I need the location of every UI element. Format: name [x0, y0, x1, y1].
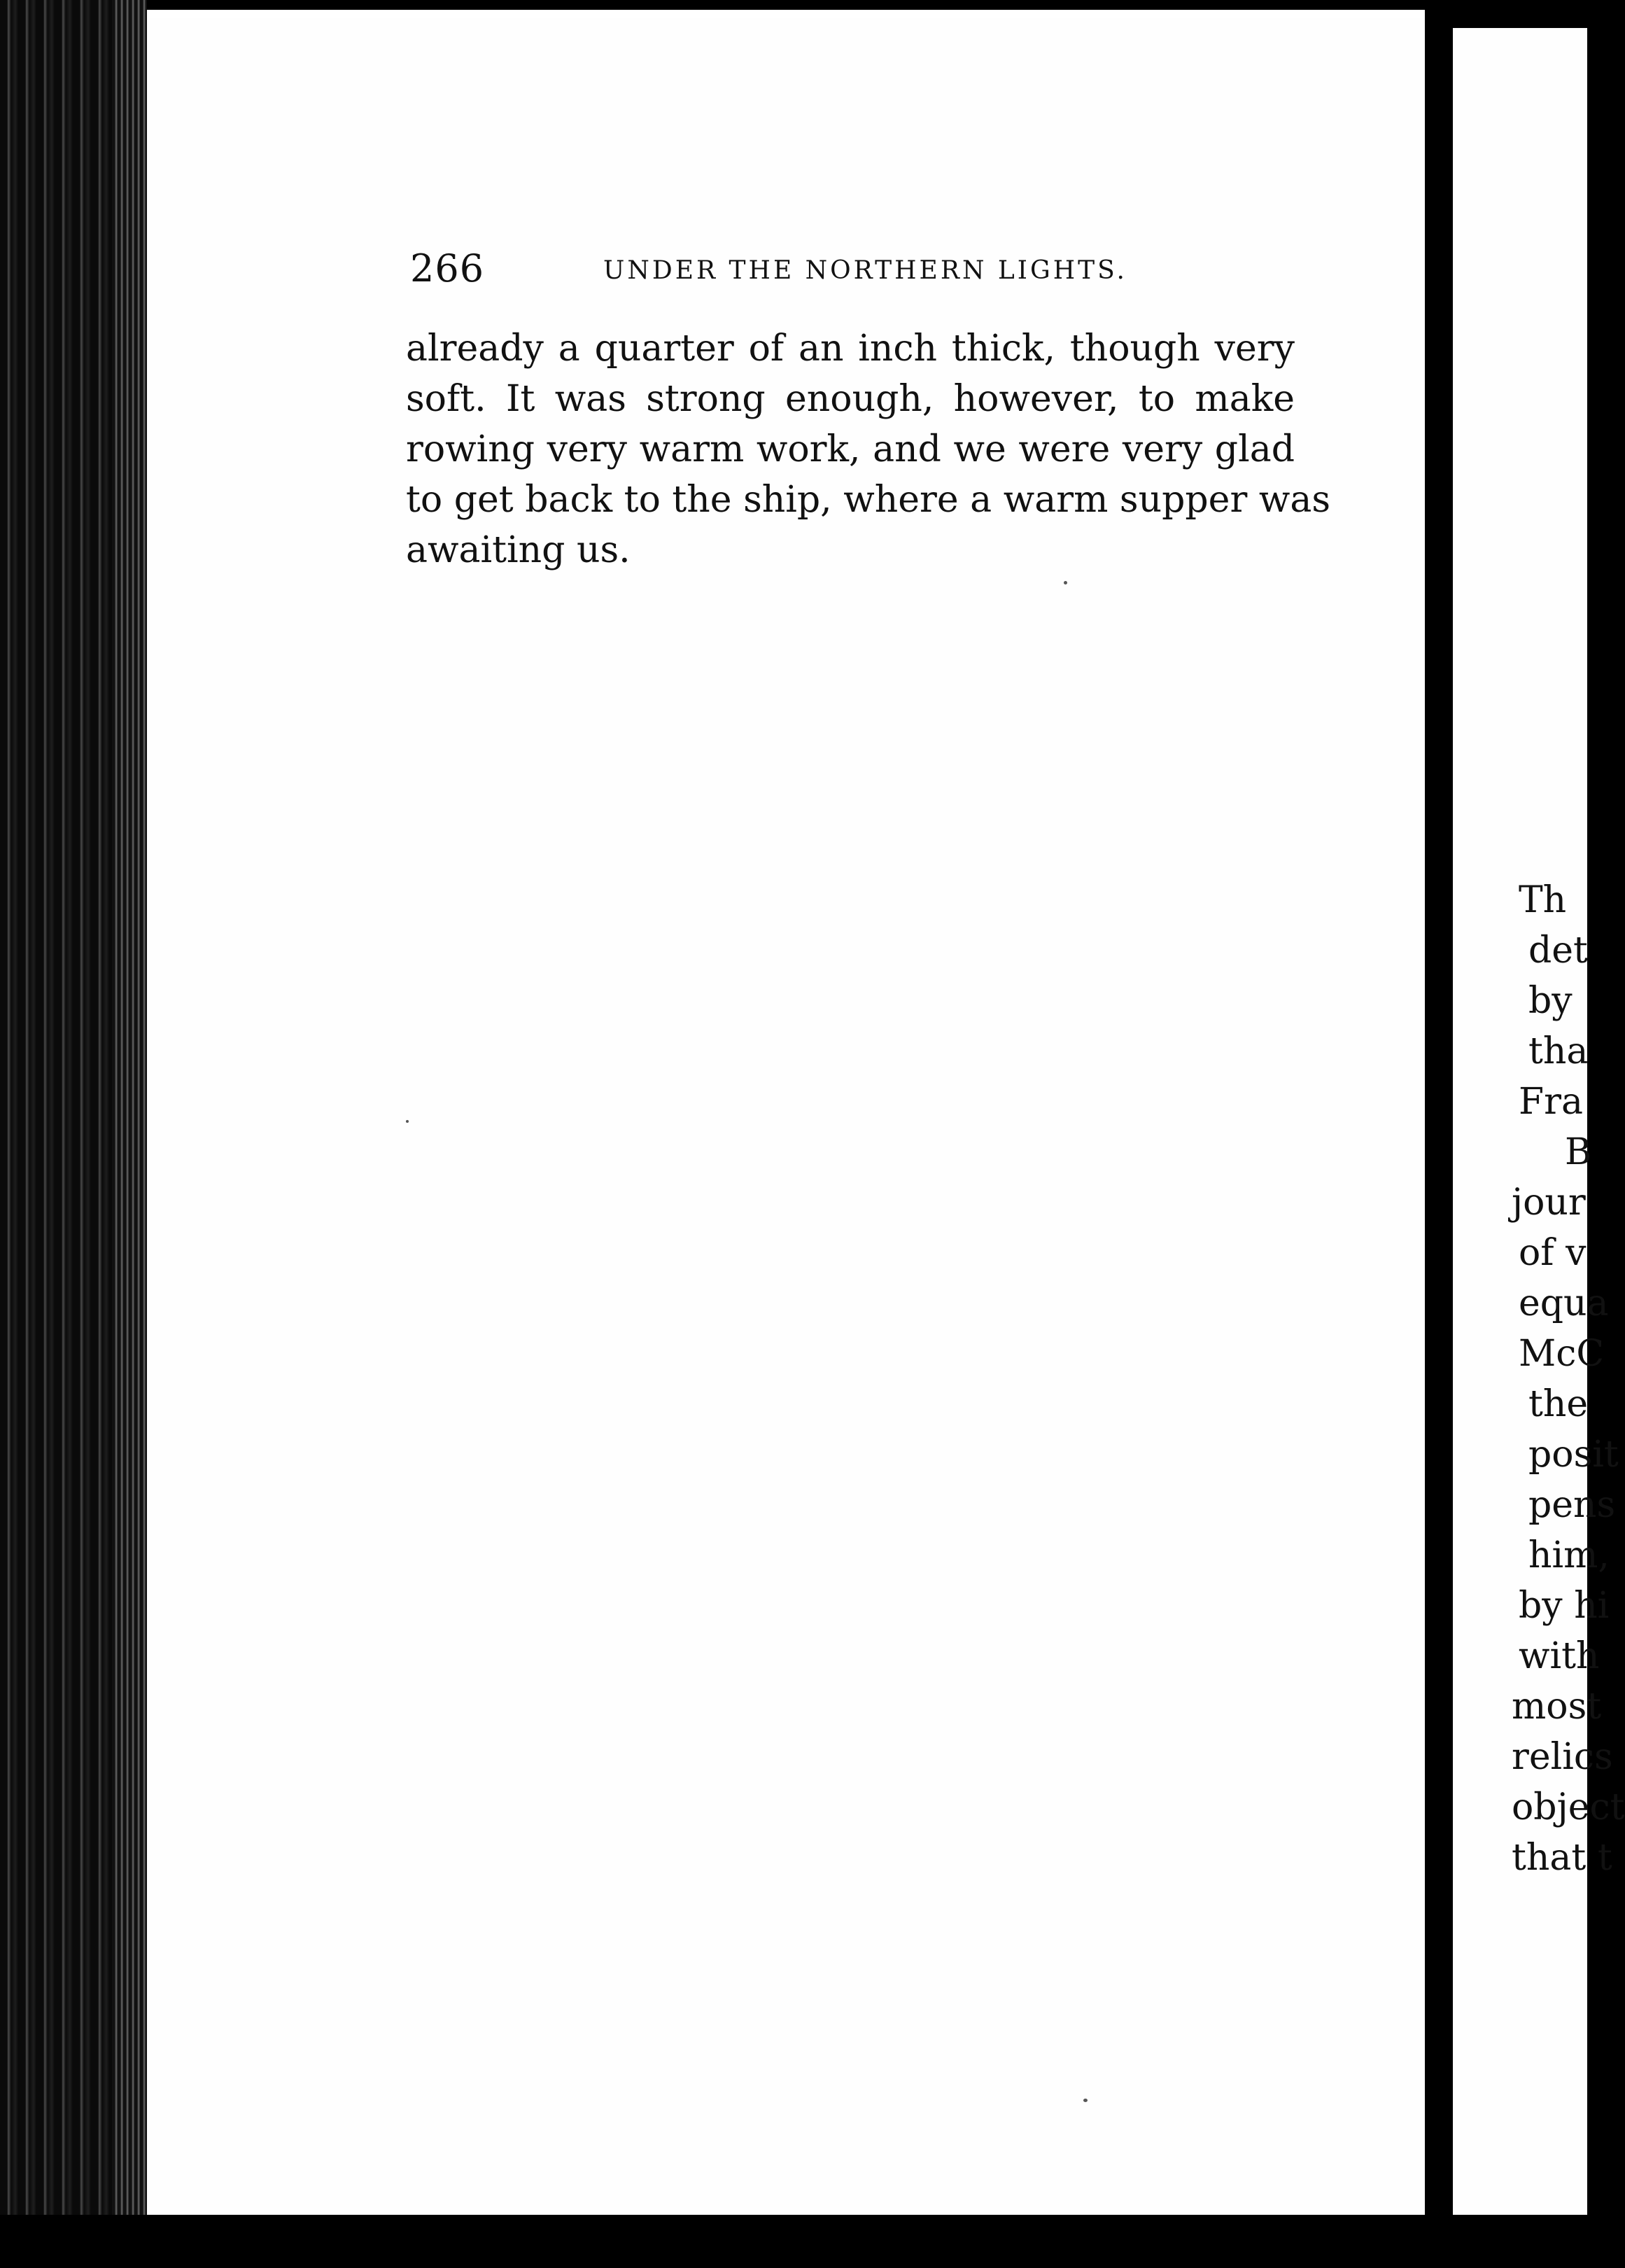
- running-head: [410, 246, 1306, 295]
- scan-speck: [406, 1120, 409, 1123]
- text-line: Th: [1519, 879, 1567, 921]
- text-line: to get back to the ship, where a warm supper was: [406, 479, 1331, 521]
- left-page-body-text: [406, 323, 1331, 575]
- text-line: the: [1528, 1383, 1589, 1425]
- text-line: rowing very warm work, and we were very glad: [406, 428, 1295, 470]
- text-line: posit: [1528, 1434, 1619, 1476]
- scan-speck: [1064, 581, 1067, 584]
- page-top-edge: [147, 10, 1425, 18]
- text-line: relics: [1512, 1736, 1613, 1778]
- text-line: B: [1565, 1131, 1592, 1173]
- text-line: pens: [1528, 1484, 1616, 1526]
- text-line: with: [1519, 1635, 1600, 1677]
- text-line: awaiting us.: [406, 529, 631, 571]
- text-line: that t: [1512, 1837, 1612, 1879]
- text-line: by hi: [1519, 1585, 1610, 1627]
- text-line: soft. It was strong enough, however, to make: [406, 378, 1295, 420]
- scan-speck: [1083, 2099, 1088, 2102]
- book-gutter: [1425, 0, 1453, 2268]
- page-number: 266: [410, 246, 485, 290]
- text-line: of v: [1519, 1232, 1587, 1274]
- text-line: det: [1528, 930, 1588, 972]
- text-line: object: [1512, 1786, 1625, 1828]
- text-line: jour: [1512, 1182, 1586, 1224]
- text-line: by: [1528, 980, 1573, 1022]
- text-line: tha: [1528, 1030, 1589, 1072]
- text-line: most: [1512, 1686, 1602, 1728]
- text-line: McC: [1519, 1333, 1605, 1375]
- text-line: already a quarter of an inch thick, though very: [406, 328, 1295, 370]
- right-page-partial-text: [1498, 875, 1625, 1883]
- page-edges: [112, 0, 147, 2268]
- text-line: equa: [1519, 1282, 1609, 1324]
- text-line: Fra: [1519, 1081, 1583, 1123]
- text-line: him,: [1528, 1534, 1610, 1576]
- scan-bottom-border: [0, 2215, 1587, 2268]
- running-title: UNDER THE NORTHERN LIGHTS.: [603, 256, 1127, 285]
